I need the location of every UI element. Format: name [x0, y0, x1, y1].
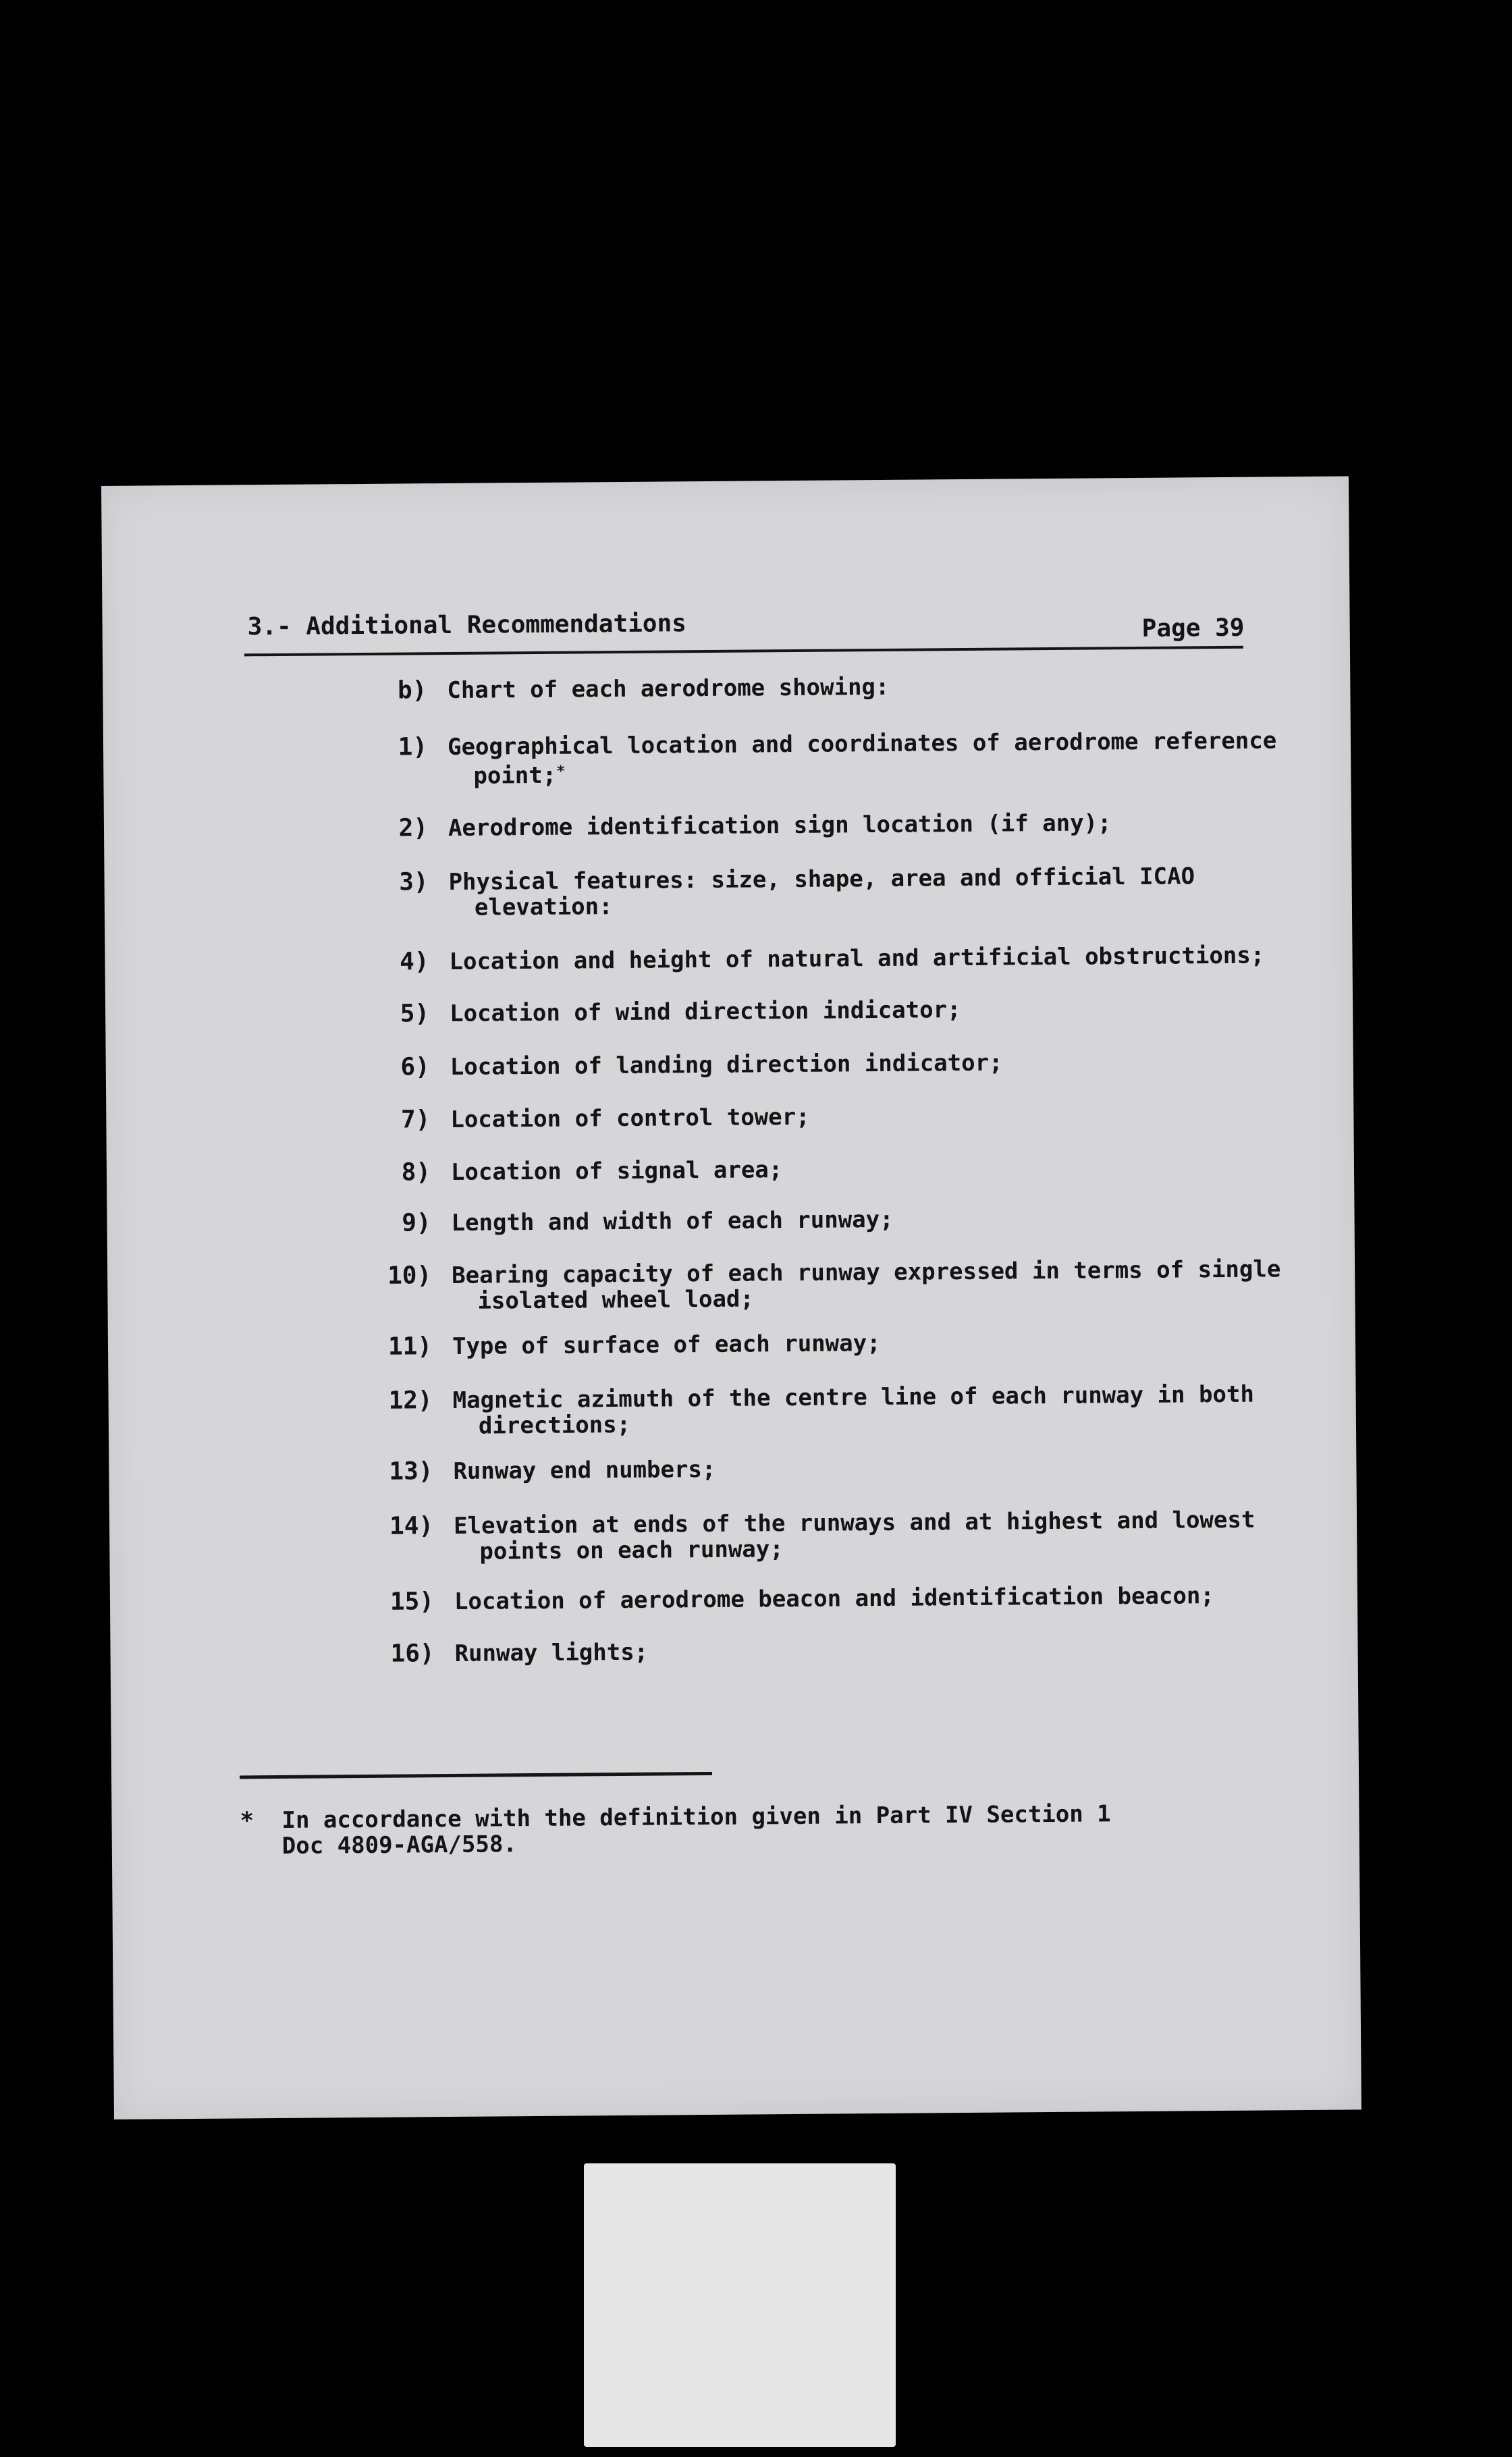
- item-text: Location and height of natural and artificial obstructions;: [449, 942, 1265, 975]
- item-text: Runway lights;: [454, 1638, 649, 1667]
- item-text: Length and width of each runway;: [451, 1206, 894, 1237]
- item-number: 4): [400, 948, 429, 976]
- list-item: [373, 671, 1277, 705]
- footnote-text: In accordance with the definition given in Part IV Section 1 Doc 4809-AGA/558.: [281, 1800, 1111, 1860]
- list-item: [378, 1327, 1282, 1361]
- footnote-rule: [240, 1772, 712, 1779]
- item-number: 15): [389, 1588, 435, 1616]
- item-text: Type of surface of each runway;: [452, 1329, 881, 1360]
- color-target-card: [584, 2163, 896, 2447]
- list-item: [375, 942, 1279, 976]
- list-item: [380, 1634, 1285, 1668]
- list-item: [376, 1048, 1280, 1081]
- list-item: [377, 1256, 1282, 1315]
- item-number: b): [397, 676, 427, 705]
- list-item: [380, 1582, 1285, 1616]
- list-item: [373, 727, 1278, 790]
- list-item: [375, 994, 1280, 1028]
- document-page: [101, 476, 1361, 2119]
- list-item: [374, 863, 1278, 921]
- item-number: 3): [399, 868, 429, 896]
- list-item: [379, 1452, 1283, 1486]
- footnote-marker: *: [556, 763, 566, 780]
- item-number: 11): [387, 1332, 433, 1361]
- item-number: 9): [402, 1209, 431, 1237]
- item-number: 6): [400, 1053, 430, 1081]
- item-text: Location of control tower;: [450, 1103, 810, 1133]
- footnote-mark: *: [240, 1807, 254, 1835]
- list-item: [379, 1380, 1283, 1440]
- item-number: 16): [390, 1640, 435, 1668]
- list-item: [374, 809, 1278, 842]
- item-text: Aerodrome identification sign location (if any);: [448, 809, 1112, 842]
- item-text: Runway end numbers;: [453, 1455, 716, 1485]
- item-text: Physical features: size, shape, area and official ICAO elevation:: [448, 863, 1195, 921]
- item-number: 13): [389, 1457, 433, 1486]
- item-number: 7): [400, 1106, 431, 1134]
- footnote: [240, 1800, 1185, 1860]
- page-number: Page 39: [1141, 614, 1245, 643]
- item-text: Magnetic azimuth of the centre line of each runway in both directions;: [452, 1380, 1255, 1440]
- item-text: Chart of each aerodrome showing:: [447, 673, 890, 704]
- list-item: [376, 1100, 1280, 1134]
- item-number: 2): [398, 814, 429, 842]
- list-item: [377, 1204, 1281, 1237]
- item-number: 10): [387, 1262, 432, 1290]
- item-number: 8): [401, 1158, 431, 1187]
- section-title: 3.- Additional Recommendations: [247, 610, 687, 641]
- item-text: Location of aerodrome beacon and identification beacon;: [454, 1582, 1214, 1615]
- item-text: Location of landing direction indicator;: [450, 1049, 1003, 1081]
- list-item: [379, 1506, 1284, 1565]
- item-text: Elevation at ends of the runways and at highest and lowest points on each runway;: [453, 1506, 1256, 1565]
- list-item: [377, 1153, 1281, 1187]
- item-text: Geographical location and coordinates of aerodrome reference point;*: [447, 727, 1277, 790]
- item-number: 1): [398, 733, 428, 761]
- item-number: 14): [389, 1512, 434, 1540]
- item-text: Bearing capacity of each runway expressed in terms of single isolated wheel load;: [452, 1256, 1281, 1315]
- item-number: 12): [388, 1386, 433, 1415]
- header-rule: [244, 646, 1243, 657]
- item-number: 5): [400, 1000, 430, 1028]
- item-text: Location of signal area;: [450, 1156, 783, 1186]
- item-text: Location of wind direction indicator;: [450, 996, 961, 1027]
